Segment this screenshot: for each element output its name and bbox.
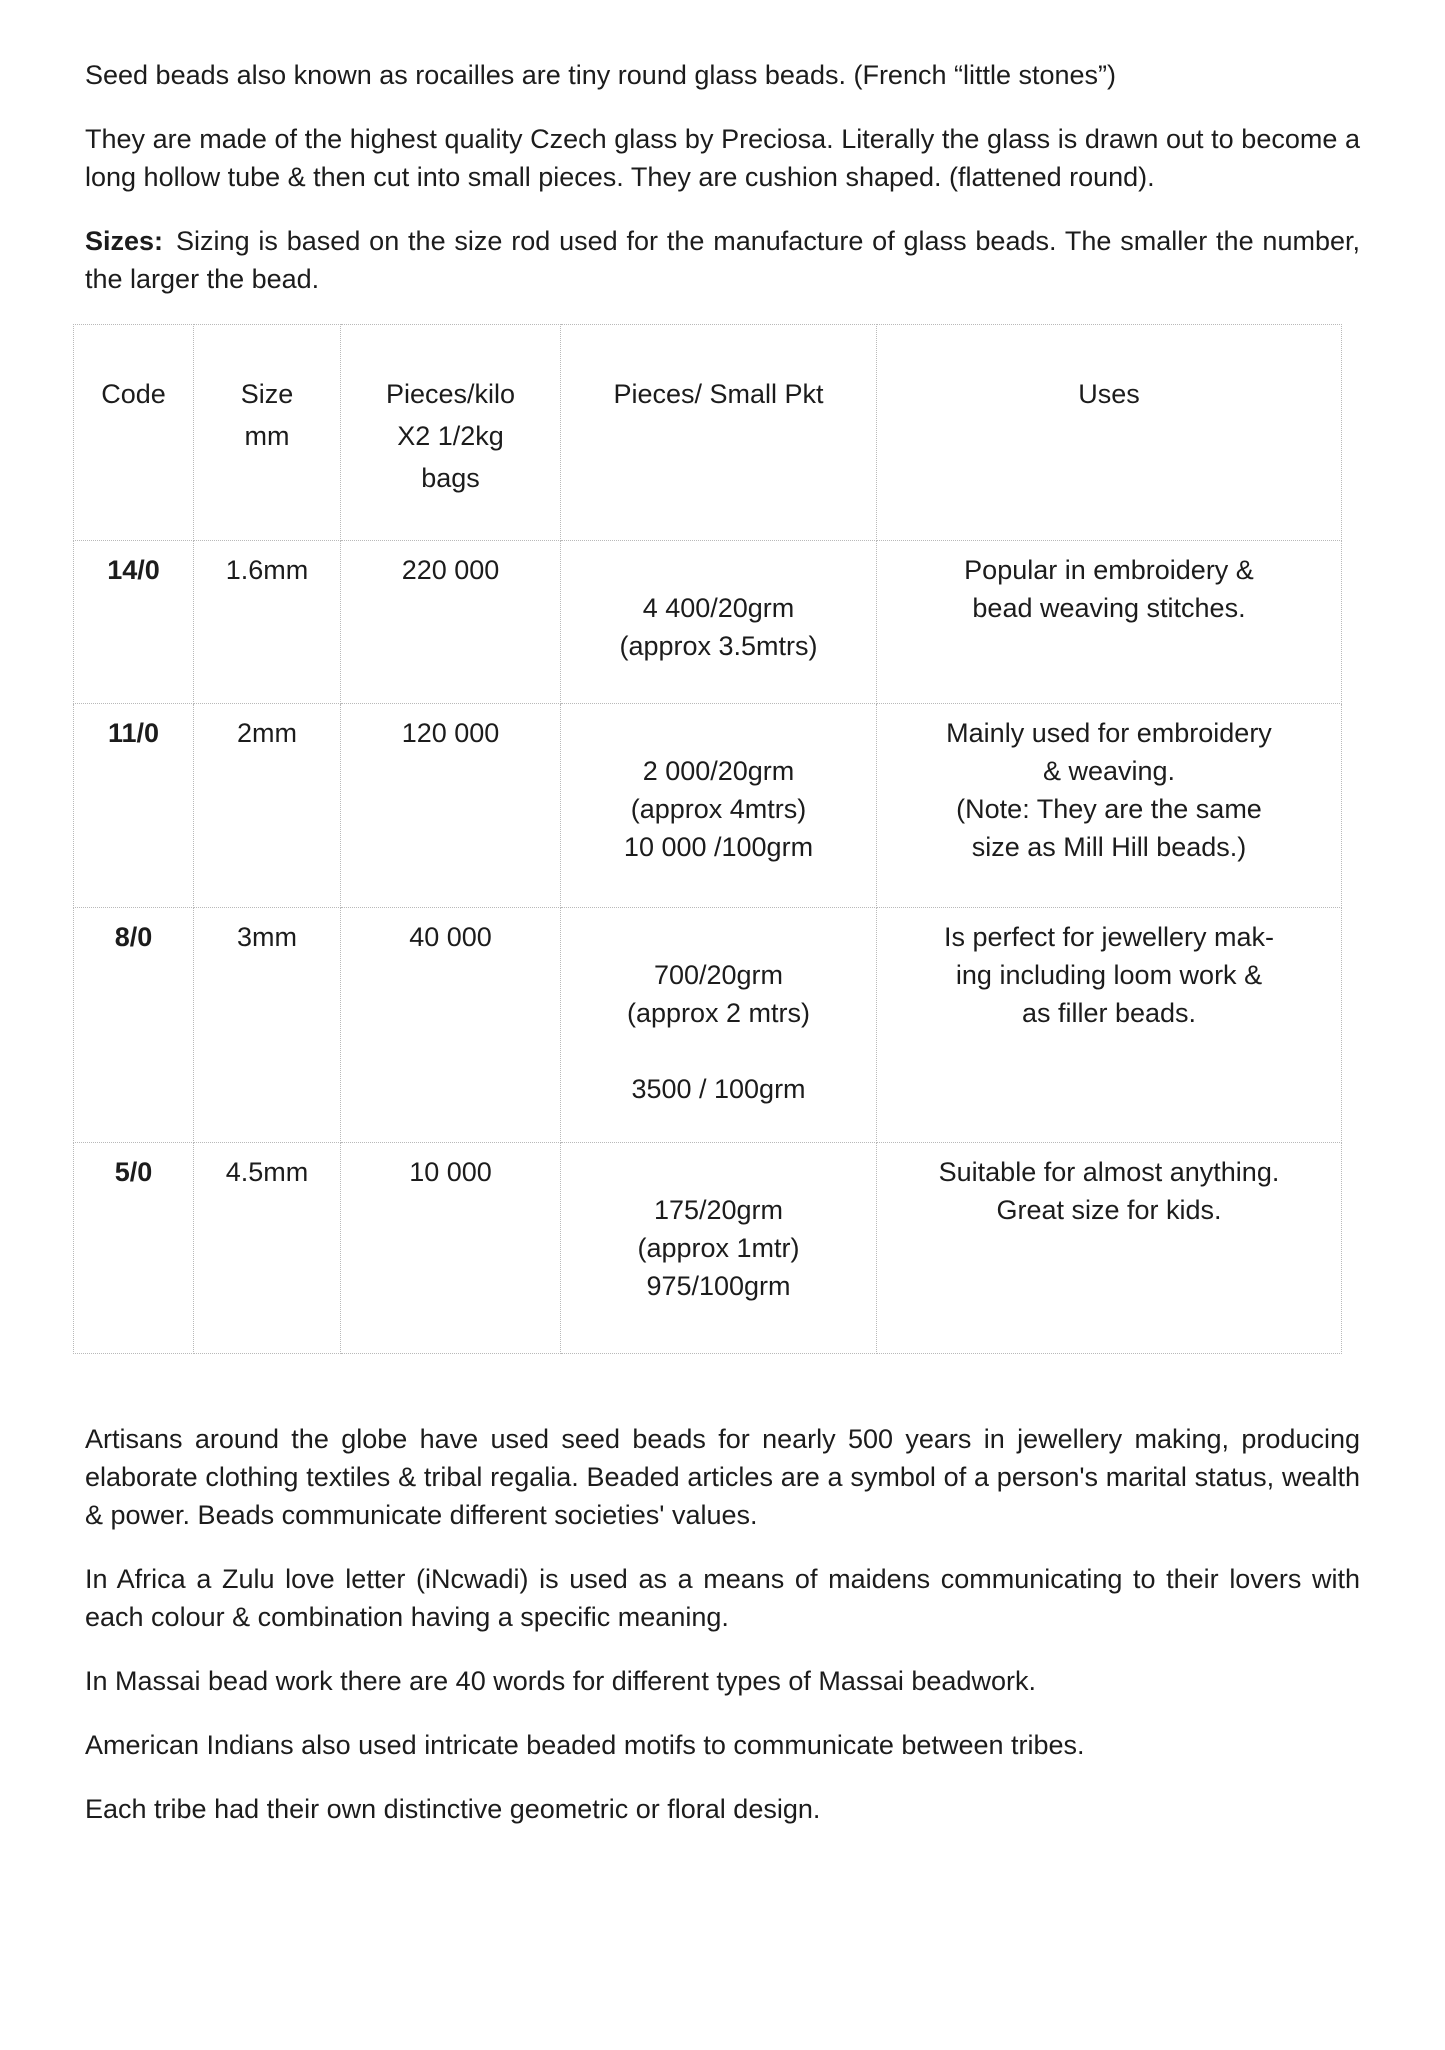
cell-pieces-per-kilo: 220 000: [341, 541, 561, 704]
cell-size: 2mm: [194, 704, 341, 908]
cell-small-pkt: [561, 541, 877, 704]
uses-line: bead weaving stitches.: [972, 593, 1246, 623]
header-small-pkt-label: Pieces/ Small Pkt: [613, 379, 824, 409]
small-pkt-line: 700/20grm: [653, 960, 784, 990]
bead-size-table: [73, 324, 1342, 1354]
header-code-label: Code: [101, 379, 166, 409]
header-code: [74, 325, 194, 541]
outro-paragraph-5: Each tribe had their own distinctive geometric or floral design.: [85, 1794, 821, 1824]
uses-line: Suitable for almost anything.: [938, 1157, 1280, 1187]
uses-line: (Note: They are the same: [956, 794, 1262, 824]
uses-line: Popular in embroidery &: [964, 555, 1254, 585]
header-size-line2: mm: [244, 421, 290, 451]
cell-small-pkt: [561, 908, 877, 1143]
small-pkt-line: (approx 2 mtrs): [626, 998, 811, 1028]
header-size: [194, 325, 341, 541]
intro-paragraph-1: Seed beads also known as rocailles are tiny round glass beads. (French “little stones”): [85, 60, 1117, 90]
uses-line: Mainly used for embroidery: [946, 718, 1272, 748]
table-row: [74, 541, 1342, 704]
uses-line: Great size for kids.: [996, 1195, 1222, 1225]
uses-line: as filler beads.: [1021, 998, 1197, 1028]
cell-uses: [877, 1143, 1342, 1354]
outro-section: [85, 1420, 1360, 1828]
cell-pieces-per-kilo: 120 000: [341, 704, 561, 908]
table-header-row: [74, 325, 1342, 541]
outro-paragraph-2: In Africa a Zulu love letter (iNcwadi) is used as a means of maidens communicating to their lovers with each colour & combination having a specific meaning.: [85, 1564, 1360, 1632]
small-pkt-line: 3500 / 100grm: [631, 1074, 806, 1104]
small-pkt-line: 975/100grm: [646, 1271, 791, 1301]
outro-paragraph-4: American Indians also used intricate beaded motifs to communicate between tribes.: [85, 1730, 1085, 1760]
uses-line: Is perfect for jewellery mak-: [943, 922, 1275, 952]
outro-paragraph-1: Artisans around the globe have used seed beads for nearly 500 years in jewellery making, producing elaborate clothing textiles & tribal regalia. Beaded articles are a symbol of a person's marital status, wealth & power. Beads communicate different societies' values.: [85, 1424, 1360, 1530]
small-pkt-line: 175/20grm: [653, 1195, 784, 1225]
sizes-paragraph: [85, 222, 1360, 298]
small-pkt-line: (approx 3.5mtrs): [619, 631, 818, 661]
header-small-pkt: [561, 325, 877, 541]
uses-line: ing including loom work &: [955, 960, 1263, 990]
table-row: [74, 1143, 1342, 1354]
header-size-line1: Size: [240, 379, 294, 409]
cell-small-pkt: [561, 1143, 877, 1354]
header-pieces-line3: bags: [421, 463, 480, 493]
cell-size: 4.5mm: [194, 1143, 341, 1354]
small-pkt-line: 2 000/20grm: [642, 756, 795, 786]
cell-pieces-per-kilo: 10 000: [341, 1143, 561, 1354]
small-pkt-line: (approx 1mtr): [637, 1233, 800, 1263]
sizes-text: Sizing is based on the size rod used for the manufacture of glass beads. The smaller the number, the larger the bead.: [85, 226, 1360, 294]
cell-code: 5/0: [74, 1143, 194, 1354]
header-pieces-line1: Pieces/kilo: [385, 379, 516, 409]
sizes-label: Sizes:: [85, 226, 164, 256]
cell-uses: [877, 908, 1342, 1143]
header-pieces-line2: X2 1/2kg: [397, 421, 504, 451]
outro-paragraph-3: In Massai bead work there are 40 words for different types of Massai beadwork.: [85, 1666, 1036, 1696]
header-uses: [877, 325, 1342, 541]
cell-code: 14/0: [74, 541, 194, 704]
uses-line: & weaving.: [1042, 756, 1176, 786]
cell-uses: [877, 541, 1342, 704]
cell-code: 11/0: [74, 704, 194, 908]
cell-small-pkt: [561, 704, 877, 908]
small-pkt-line: 10 000 /100grm: [623, 832, 814, 862]
cell-code: 8/0: [74, 908, 194, 1143]
cell-pieces-per-kilo: 40 000: [341, 908, 561, 1143]
table-row: [74, 908, 1342, 1143]
cell-uses: [877, 704, 1342, 908]
small-pkt-line: (approx 4mtrs): [630, 794, 807, 824]
table-row: [74, 704, 1342, 908]
cell-size: 1.6mm: [194, 541, 341, 704]
header-uses-label: Uses: [1078, 379, 1140, 409]
small-pkt-line: 4 400/20grm: [642, 593, 795, 623]
header-pieces-per-kilo: [341, 325, 561, 541]
cell-size: 3mm: [194, 908, 341, 1143]
intro-paragraph-2: They are made of the highest quality Czech glass by Preciosa. Literally the glass is drawn out to become a long hollow tube & then cut into small pieces. They are cushion shaped. (flattened round).: [85, 124, 1360, 192]
uses-line: size as Mill Hill beads.): [971, 832, 1247, 862]
